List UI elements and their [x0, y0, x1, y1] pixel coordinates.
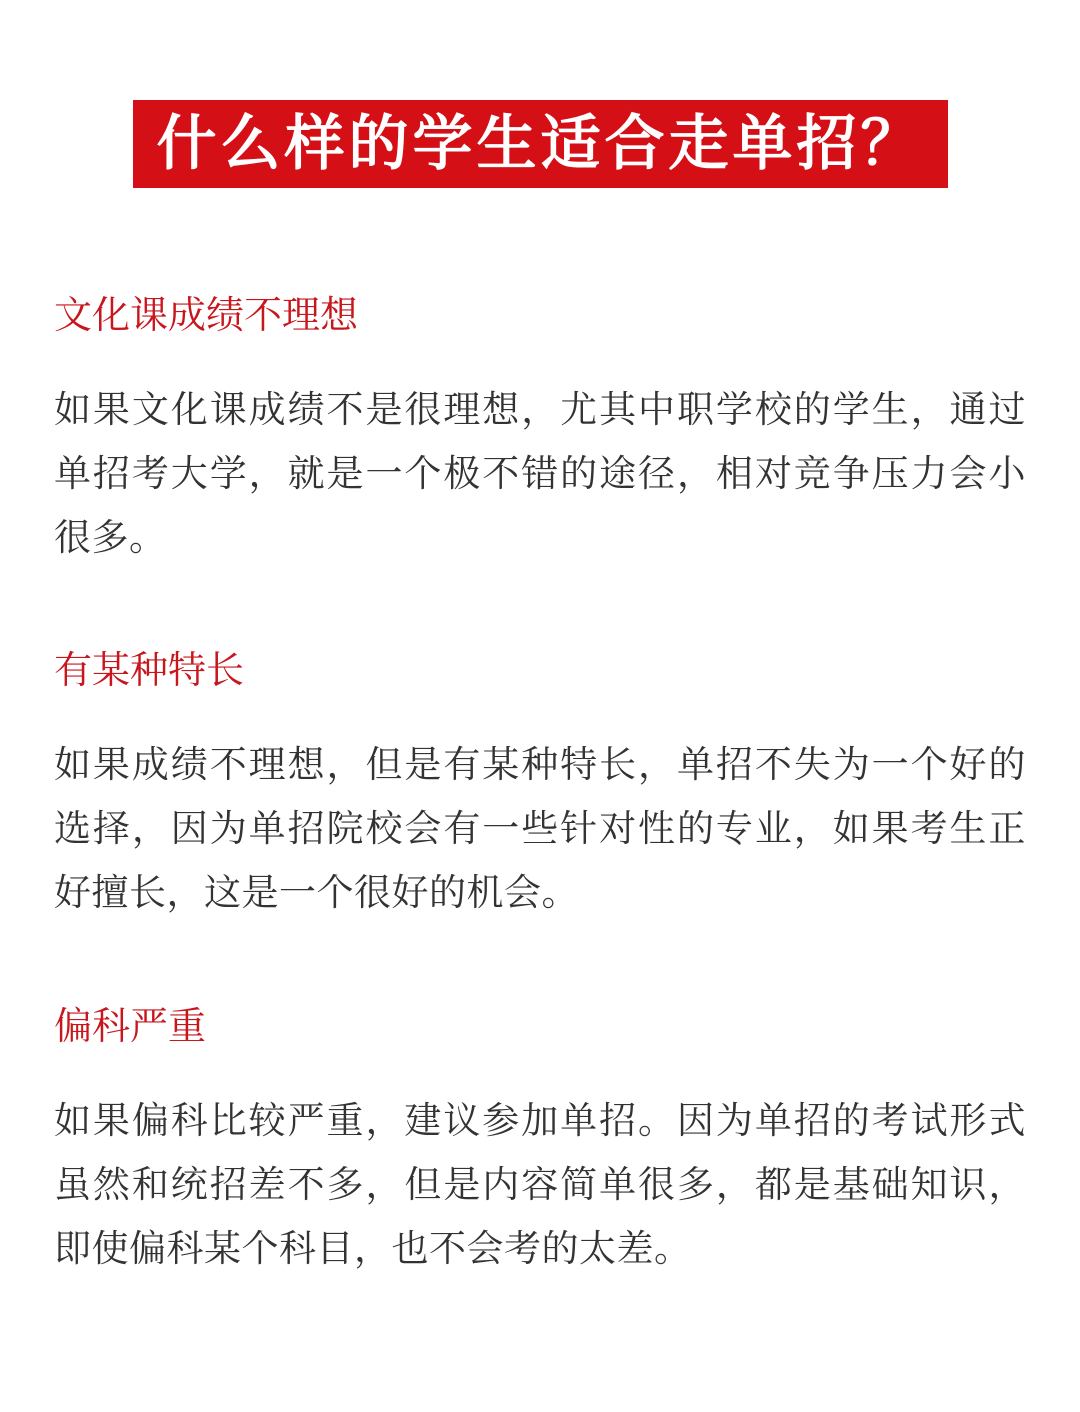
- section-heading: 文化课成绩不理想: [54, 293, 359, 337]
- section-weak-academics: [54, 293, 1026, 570]
- section-body: 如果成绩不理想，但是有某种特长，单招不失为一个好的选择，因为单招院校会有一些针对性的专业，如果考生正好擅长，这是一个很好的机会。: [54, 743, 1026, 914]
- section-heading: 有某种特长: [54, 648, 245, 692]
- section-heading: 偏科严重: [54, 1004, 207, 1048]
- section-body: 如果偏科比较严重，建议参加单招。因为单招的考试形式虽然和统招差不多，但是内容简单很多，都是基础知识，即使偏科某个科目，也不会考的太差。: [54, 1099, 1026, 1270]
- title-banner: [133, 100, 948, 188]
- section-body: 如果文化课成绩不是很理想，尤其中职学校的学生，通过单招考大学，就是一个极不错的途径，相对竞争压力会小很多。: [54, 388, 1026, 559]
- section-special-talent: [54, 648, 1026, 925]
- page-title: 什么样的学生适合走单招？: [156, 109, 925, 179]
- section-uneven-subjects: [54, 1004, 1026, 1281]
